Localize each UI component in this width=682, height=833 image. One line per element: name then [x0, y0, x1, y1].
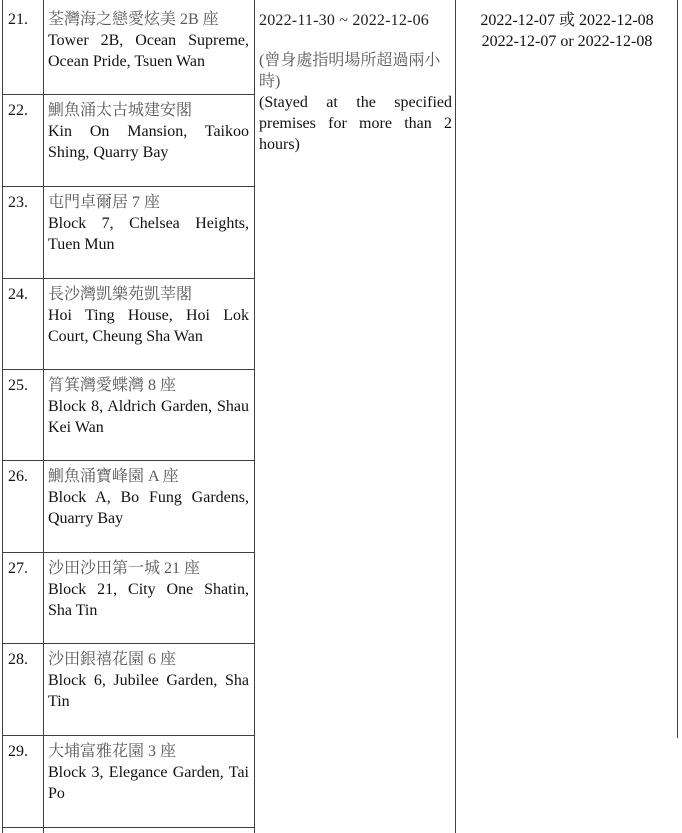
premises-name-en: Block 7, Chelsea Heights, Tuen Mun — [48, 215, 249, 253]
premises-name-en: Block 6, Jubilee Garden, Sha Tin — [48, 672, 249, 710]
row-separator — [2, 643, 255, 644]
premises-name-zh: 荃灣海之戀愛炫美 2B 座 — [48, 11, 219, 28]
row-separator — [2, 278, 255, 279]
visit-period-cell — [259, 10, 452, 155]
premises-name-en: Hoi Ting House, Hoi Lok Court, Cheung Sha Wan — [48, 307, 249, 345]
row-index: 26. — [8, 468, 28, 485]
premises-name-zh: 鰂魚涌太古城建安閣 — [48, 102, 193, 119]
premises-name-en: Block 3, Elegance Garden, Tai Po — [48, 764, 249, 802]
row-separator — [2, 94, 255, 95]
row-index: 29. — [8, 743, 28, 760]
premises-cell — [48, 192, 249, 255]
row-separator — [2, 369, 255, 370]
premises-name-zh: 長沙灣凱樂苑凱莘閣 — [48, 286, 193, 303]
premises-name-en: Block A, Bo Fung Gardens, Quarry Bay — [48, 489, 249, 527]
premises-name-en: Kin On Mansion, Taikoo Shing, Quarry Bay — [48, 123, 249, 161]
row-index: 28. — [8, 651, 28, 668]
premises-cell — [48, 466, 249, 529]
table-border-right — [677, 0, 678, 738]
test-dates-en: 2022-12-07 or 2022-12-08 — [481, 33, 653, 50]
premises-cell — [48, 284, 249, 347]
row-separator — [2, 186, 255, 187]
premises-name-zh: 沙田銀禧花園 6 座 — [48, 651, 177, 668]
column-divider-premises — [254, 0, 255, 833]
row-separator — [2, 552, 255, 553]
column-divider-period — [455, 0, 456, 833]
premises-name-zh: 沙田沙田第一城 21 座 — [48, 560, 201, 577]
premises-name-en: Block 21, City One Shatin, Sha Tin — [48, 581, 249, 619]
premises-name-zh: 大埔富雅花園 3 座 — [48, 743, 177, 760]
premises-cell — [48, 558, 249, 621]
row-index: 24. — [8, 286, 28, 303]
premises-cell — [48, 9, 249, 72]
premises-name-en: Tower 2B, Ocean Supreme, Ocean Pride, Tsuen Wan — [48, 32, 249, 70]
table-border-left — [2, 0, 3, 833]
premises-name-en: Block 8, Aldrich Garden, Shau Kei Wan — [48, 398, 249, 436]
premises-cell — [48, 100, 249, 163]
premises-name-zh: 鰂魚涌寶峰園 A 座 — [48, 468, 179, 485]
test-dates-zh: 2022-12-07 或 2022-12-08 — [480, 12, 654, 29]
row-separator — [2, 460, 255, 461]
row-separator — [2, 735, 255, 736]
row-index: 21. — [8, 11, 28, 28]
premises-name-zh: 屯門卓爾居 7 座 — [48, 194, 161, 211]
row-index: 27. — [8, 560, 28, 577]
premises-name-zh: 筲箕灣愛蝶灣 8 座 — [48, 377, 177, 394]
premises-cell — [48, 649, 249, 712]
premises-cell — [48, 741, 249, 804]
premises-cell — [48, 375, 249, 438]
row-index: 23. — [8, 194, 28, 211]
visit-period-note-en: (Stayed at the specified premises for more than 2 hours) — [259, 94, 452, 153]
visit-period-note-zh: (曾身處指明場所超過兩小時) — [259, 52, 441, 90]
column-divider-index — [43, 0, 44, 833]
test-dates-cell — [457, 10, 677, 52]
visit-period-dates: 2022-11-30 ~ 2022-12-06 — [259, 12, 429, 29]
table-border-bottom — [2, 827, 255, 828]
row-index: 25. — [8, 377, 28, 394]
row-index: 22. — [8, 102, 28, 119]
